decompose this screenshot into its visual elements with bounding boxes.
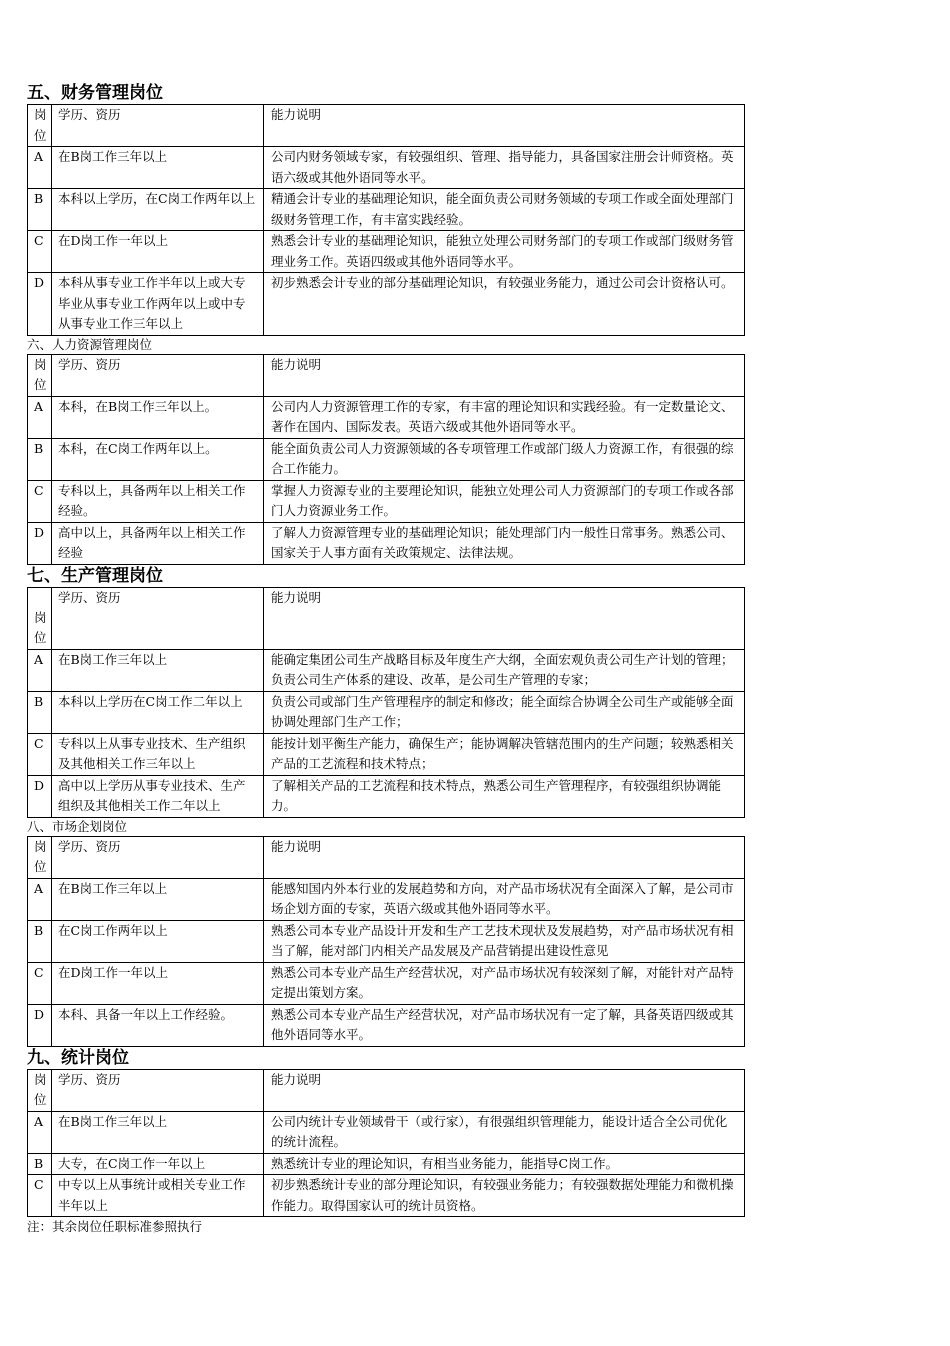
row-level: D (28, 775, 52, 817)
row-qualification: 本科、具备一年以上工作经验。 (52, 1004, 264, 1046)
header-post: 岗位 (28, 354, 52, 396)
row-level: A (28, 396, 52, 438)
footnote: 注：其余岗位任职标准参照执行 (27, 1219, 203, 1234)
row-qualification: 高中以上，具备两年以上相关工作经验 (52, 522, 264, 564)
table-statistics (27, 1069, 745, 1218)
header-qualification: 学历、资历 (52, 354, 264, 396)
header-post (28, 587, 52, 649)
row-qualification: 在B岗工作三年以上 (52, 878, 264, 920)
table-header-row (28, 1069, 745, 1111)
table-row (28, 1004, 745, 1046)
row-level: B (28, 920, 52, 962)
row-level: B (28, 438, 52, 480)
row-level: B (28, 189, 52, 231)
row-ability: 精通会计专业的基础理论知识，能全面负责公司财务领域的专项工作或全面处理部门级财务管理工作，有丰富实践经验。 (264, 189, 745, 231)
row-level: C (28, 480, 52, 522)
row-qualification: 在D岗工作一年以上 (52, 962, 264, 1004)
row-ability: 熟悉统计专业的理论知识，有相当业务能力，能指导C岗工作。 (264, 1153, 745, 1175)
table-row (28, 231, 745, 273)
table-production (27, 587, 745, 818)
row-qualification: 本科以上学历，在C岗工作两年以上 (52, 189, 264, 231)
row-ability: 熟悉公司本专业产品生产经营状况，对产品市场状况有一定了解，具备英语四级或其他外语同等水平。 (264, 1004, 745, 1046)
header-post: 岗位 (28, 836, 52, 878)
row-ability: 了解人力资源管理专业的基础理论知识；能处理部门内一般性日常事务。熟悉公司、国家关于人事方面有关政策规定、法律法规。 (264, 522, 745, 564)
header-post: 岗位 (28, 1069, 52, 1111)
header-qualification: 学历、资历 (52, 587, 264, 649)
table-header-row (28, 836, 745, 878)
header-ability: 能力说明 (264, 587, 745, 649)
table-row (28, 1111, 745, 1153)
document-page (27, 82, 747, 1237)
row-qualification: 在D岗工作一年以上 (52, 231, 264, 273)
row-qualification: 本科，在C岗工作两年以上。 (52, 438, 264, 480)
row-qualification: 高中以上学历从事专业技术、生产组织及其他相关工作二年以上 (52, 775, 264, 817)
table-finance (27, 104, 745, 336)
row-level: C (28, 733, 52, 775)
table-row (28, 775, 745, 817)
row-qualification: 本科以上学历在C岗工作二年以上 (52, 691, 264, 733)
table-row (28, 878, 745, 920)
section-title-hr: 六、人力资源管理岗位 (27, 336, 153, 352)
row-qualification: 本科从事专业工作半年以上或大专毕业从事专业工作两年以上或中专从事专业工作三年以上 (52, 273, 264, 336)
table-hr (27, 354, 745, 565)
row-level: A (28, 878, 52, 920)
row-qualification: 大专，在C岗工作一年以上 (52, 1153, 264, 1175)
row-level: C (28, 962, 52, 1004)
header-post-label: 岗位 (34, 609, 47, 645)
table-row (28, 920, 745, 962)
section-title-finance: 五、财务管理岗位 (27, 83, 163, 103)
table-row (28, 691, 745, 733)
row-ability: 能按计划平衡生产能力，确保生产；能协调解决管辖范围内的生产问题；较熟悉相关产品的工艺流程和技术特点； (264, 733, 745, 775)
row-level: C (28, 1175, 52, 1217)
table-row (28, 396, 745, 438)
header-ability: 能力说明 (264, 836, 745, 878)
row-ability: 公司内统计专业领域骨干（或行家），有很强组织管理能力，能设计适合全公司优化的统计流程。 (264, 1111, 745, 1153)
row-ability: 掌握人力资源专业的主要理论知识，能独立处理公司人力资源部门的专项工作或各部门人力资源业务工作。 (264, 480, 745, 522)
row-level: A (28, 649, 52, 691)
row-qualification: 在B岗工作三年以上 (52, 147, 264, 189)
header-qualification: 学历、资历 (52, 1069, 264, 1111)
header-ability: 能力说明 (264, 105, 745, 147)
table-marketing (27, 836, 745, 1047)
table-row (28, 522, 745, 564)
row-level: D (28, 273, 52, 336)
row-qualification: 在B岗工作三年以上 (52, 649, 264, 691)
row-level: A (28, 147, 52, 189)
row-qualification: 专科以上从事专业技术、生产组织及其他相关工作三年以上 (52, 733, 264, 775)
row-level: D (28, 1004, 52, 1046)
row-ability: 熟悉公司本专业产品设计开发和生产工艺技术现状及发展趋势，对产品市场状况有相当了解，能对部门内相关产品发展及产品营销提出建设性意见 (264, 920, 745, 962)
section-title-production: 七、生产管理岗位 (27, 565, 163, 586)
header-qualification: 学历、资历 (52, 836, 264, 878)
table-row (28, 1153, 745, 1175)
section-title-statistics: 九、统计岗位 (27, 1047, 129, 1068)
table-row (28, 147, 745, 189)
header-ability: 能力说明 (264, 1069, 745, 1111)
row-level: C (28, 231, 52, 273)
table-row (28, 962, 745, 1004)
row-level: D (28, 522, 52, 564)
table-row (28, 438, 745, 480)
table-header-row (28, 105, 745, 147)
row-ability: 能全面负责公司人力资源领域的各专项管理工作或部门级人力资源工作，有很强的综合工作能力。 (264, 438, 745, 480)
section-title-marketing: 八、市场企划岗位 (27, 818, 128, 834)
table-row (28, 480, 745, 522)
table-header-row (28, 587, 745, 649)
row-ability: 能感知国内外本行业的发展趋势和方向，对产品市场状况有全面深入了解，是公司市场企划方面的专家，英语六级或其他外语同等水平。 (264, 878, 745, 920)
table-row (28, 1175, 745, 1217)
table-header-row (28, 354, 745, 396)
table-row (28, 189, 745, 231)
row-level: B (28, 691, 52, 733)
row-ability: 初步熟悉统计专业的部分理论知识，有较强业务能力；有较强数据处理能力和微机操作能力。取得国家认可的统计员资格。 (264, 1175, 745, 1217)
table-row (28, 649, 745, 691)
table-row (28, 733, 745, 775)
row-qualification: 本科，在B岗工作三年以上。 (52, 396, 264, 438)
row-qualification: 中专以上从事统计或相关专业工作半年以上 (52, 1175, 264, 1217)
row-level: A (28, 1111, 52, 1153)
header-qualification: 学历、资历 (52, 105, 264, 147)
header-post: 岗位 (28, 105, 52, 147)
row-ability: 熟悉会计专业的基础理论知识，能独立处理公司财务部门的专项工作或部门级财务管理业务工作。英语四级或其他外语同等水平。 (264, 231, 745, 273)
row-ability: 能确定集团公司生产战略目标及年度生产大纲，全面宏观负责公司生产计划的管理；负责公司生产体系的建设、改革，是公司生产管理的专家； (264, 649, 745, 691)
row-ability: 了解相关产品的工艺流程和技术特点，熟悉公司生产管理程序，有较强组织协调能力。 (264, 775, 745, 817)
row-qualification: 专科以上，具备两年以上相关工作经验。 (52, 480, 264, 522)
row-ability: 负责公司或部门生产管理程序的制定和修改；能全面综合协调全公司生产或能够全面协调处理部门生产工作； (264, 691, 745, 733)
row-ability: 熟悉公司本专业产品生产经营状况，对产品市场状况有较深刻了解，对能针对产品特定提出策划方案。 (264, 962, 745, 1004)
row-ability: 公司内人力资源管理工作的专家，有丰富的理论知识和实践经验。有一定数量论文、著作在国内、国际发表。英语六级或其他外语同等水平。 (264, 396, 745, 438)
row-ability: 公司内财务领域专家，有较强组织、管理、指导能力，具备国家注册会计师资格。英语六级或其他外语同等水平。 (264, 147, 745, 189)
row-qualification: 在C岗工作两年以上 (52, 920, 264, 962)
row-level: B (28, 1153, 52, 1175)
header-ability: 能力说明 (264, 354, 745, 396)
row-ability: 初步熟悉会计专业的部分基础理论知识，有较强业务能力，通过公司会计资格认可。 (264, 273, 745, 336)
row-qualification: 在B岗工作三年以上 (52, 1111, 264, 1153)
table-row (28, 273, 745, 336)
